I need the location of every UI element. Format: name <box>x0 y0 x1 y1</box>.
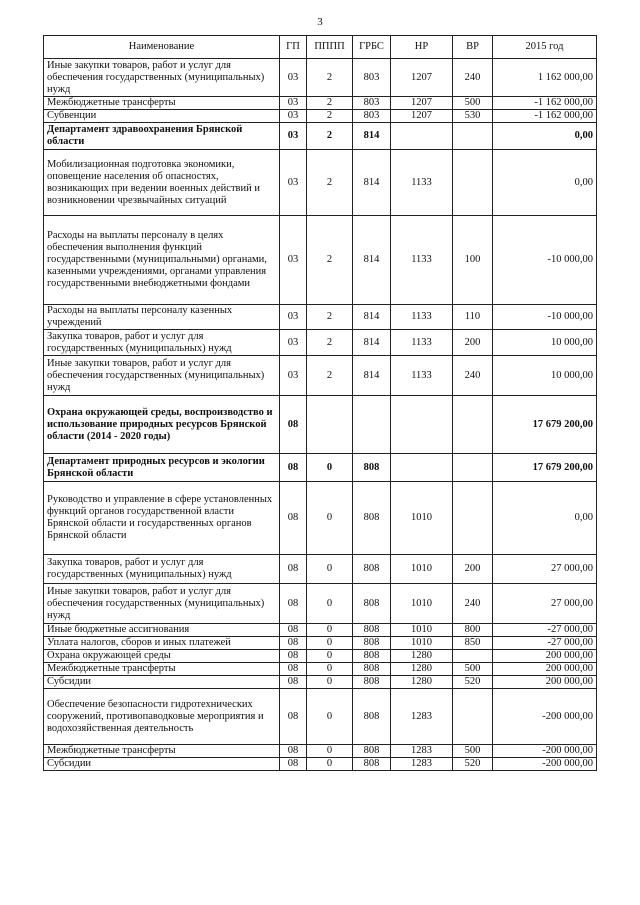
cell-vr <box>453 396 493 454</box>
cell-pppp: 2 <box>307 150 353 216</box>
cell-grbs: 808 <box>353 676 391 689</box>
cell-name: Департамент природных ресурсов и экологии Брянской области <box>44 454 280 482</box>
cell-nr: 1207 <box>391 59 453 97</box>
cell-gp: 03 <box>280 150 307 216</box>
cell-amount: -27 000,00 <box>493 637 597 650</box>
cell-gp: 08 <box>280 454 307 482</box>
cell-grbs: 814 <box>353 123 391 150</box>
cell-nr: 1280 <box>391 650 453 663</box>
cell-nr: 1207 <box>391 110 453 123</box>
cell-grbs: 808 <box>353 584 391 624</box>
table-row <box>44 123 597 150</box>
cell-gp: 03 <box>280 330 307 356</box>
cell-pppp <box>307 396 353 454</box>
cell-grbs: 808 <box>353 663 391 676</box>
cell-amount: -10 000,00 <box>493 305 597 330</box>
cell-name: Охрана окружающей среды <box>44 650 280 663</box>
cell-amount: 200 000,00 <box>493 663 597 676</box>
cell-grbs: 808 <box>353 650 391 663</box>
cell-vr: 240 <box>453 356 493 396</box>
cell-gp: 08 <box>280 555 307 584</box>
cell-amount: -10 000,00 <box>493 216 597 305</box>
header-gp: ГП <box>280 36 307 59</box>
cell-name: Субсидии <box>44 758 280 771</box>
table-row <box>44 396 597 454</box>
table-row <box>44 758 597 771</box>
cell-name: Закупка товаров, работ и услуг для государственных (муниципальных) нужд <box>44 555 280 584</box>
cell-amount: -200 000,00 <box>493 758 597 771</box>
cell-amount: 10 000,00 <box>493 356 597 396</box>
cell-pppp: 0 <box>307 482 353 555</box>
cell-name: Межбюджетные трансферты <box>44 663 280 676</box>
cell-gp: 03 <box>280 356 307 396</box>
table-row <box>44 110 597 123</box>
cell-vr <box>453 123 493 150</box>
cell-amount: -1 162 000,00 <box>493 97 597 110</box>
cell-amount: 200 000,00 <box>493 650 597 663</box>
table-row <box>44 676 597 689</box>
cell-pppp: 0 <box>307 676 353 689</box>
cell-gp: 08 <box>280 689 307 745</box>
cell-nr <box>391 454 453 482</box>
cell-grbs: 814 <box>353 330 391 356</box>
cell-vr: 850 <box>453 637 493 650</box>
table-row <box>44 59 597 97</box>
cell-vr <box>453 650 493 663</box>
cell-nr <box>391 396 453 454</box>
cell-amount: 10 000,00 <box>493 330 597 356</box>
header-pppp: ПППП <box>307 36 353 59</box>
cell-nr <box>391 123 453 150</box>
cell-amount: 17 679 200,00 <box>493 396 597 454</box>
cell-name: Иные бюджетные ассигнования <box>44 624 280 637</box>
cell-name: Иные закупки товаров, работ и услуг для обеспечения государственных (муниципальных) нужд <box>44 356 280 396</box>
cell-vr: 500 <box>453 663 493 676</box>
cell-gp: 03 <box>280 216 307 305</box>
cell-amount: 17 679 200,00 <box>493 454 597 482</box>
table-row <box>44 650 597 663</box>
cell-nr: 1133 <box>391 356 453 396</box>
cell-grbs: 803 <box>353 97 391 110</box>
cell-pppp: 0 <box>307 758 353 771</box>
cell-grbs: 808 <box>353 758 391 771</box>
cell-amount: 1 162 000,00 <box>493 59 597 97</box>
cell-vr: 100 <box>453 216 493 305</box>
cell-gp: 08 <box>280 396 307 454</box>
cell-nr: 1133 <box>391 305 453 330</box>
cell-pppp: 2 <box>307 59 353 97</box>
cell-vr: 520 <box>453 676 493 689</box>
cell-nr: 1010 <box>391 482 453 555</box>
cell-amount: 27 000,00 <box>493 555 597 584</box>
cell-grbs: 808 <box>353 745 391 758</box>
table-row <box>44 356 597 396</box>
cell-name: Закупка товаров, работ и услуг для государственных (муниципальных) нужд <box>44 330 280 356</box>
cell-nr: 1283 <box>391 689 453 745</box>
cell-pppp: 2 <box>307 305 353 330</box>
cell-pppp: 2 <box>307 97 353 110</box>
cell-grbs: 808 <box>353 482 391 555</box>
cell-vr: 800 <box>453 624 493 637</box>
cell-pppp: 0 <box>307 584 353 624</box>
budget-table <box>43 35 597 771</box>
cell-amount: 0,00 <box>493 150 597 216</box>
table-row <box>44 330 597 356</box>
table-row <box>44 745 597 758</box>
cell-vr: 240 <box>453 59 493 97</box>
cell-vr: 110 <box>453 305 493 330</box>
cell-pppp: 0 <box>307 637 353 650</box>
table-row <box>44 482 597 555</box>
cell-gp: 03 <box>280 305 307 330</box>
cell-pppp: 0 <box>307 745 353 758</box>
cell-vr <box>453 689 493 745</box>
cell-pppp: 2 <box>307 110 353 123</box>
cell-amount: 27 000,00 <box>493 584 597 624</box>
cell-nr: 1207 <box>391 97 453 110</box>
header-year: 2015 год <box>493 36 597 59</box>
cell-grbs <box>353 396 391 454</box>
cell-vr: 500 <box>453 745 493 758</box>
table-body <box>44 59 597 771</box>
cell-gp: 08 <box>280 676 307 689</box>
cell-name: Охрана окружающей среды, воспроизводство и использование природных ресурсов Брянской области (2014 - 2020 годы) <box>44 396 280 454</box>
cell-nr: 1010 <box>391 555 453 584</box>
cell-gp: 08 <box>280 650 307 663</box>
cell-pppp: 2 <box>307 123 353 150</box>
cell-name: Расходы на выплаты персоналу казенных учреждений <box>44 305 280 330</box>
cell-grbs: 803 <box>353 59 391 97</box>
cell-amount: 0,00 <box>493 123 597 150</box>
table-row <box>44 454 597 482</box>
cell-nr: 1133 <box>391 150 453 216</box>
cell-name: Уплата налогов, сборов и иных платежей <box>44 637 280 650</box>
cell-gp: 08 <box>280 758 307 771</box>
header-name: Наименование <box>44 36 280 59</box>
cell-name: Расходы на выплаты персоналу в целях обеспечения выполнения функций государственными (муниципальными) органами, казенными учреждениями, органами управления государственными внебюджетными фондами <box>44 216 280 305</box>
cell-vr: 200 <box>453 330 493 356</box>
cell-name: Иные закупки товаров, работ и услуг для обеспечения государственных (муниципальных) нужд <box>44 59 280 97</box>
cell-pppp: 0 <box>307 689 353 745</box>
cell-name: Обеспечение безопасности гидротехнических сооружений, противопаводковые мероприятия и водохозяйственная деятельность <box>44 689 280 745</box>
cell-pppp: 0 <box>307 454 353 482</box>
cell-amount: 0,00 <box>493 482 597 555</box>
cell-name: Руководство и управление в сфере установленных функций органов государственной власти Брянской области и государственных органов Брянской области <box>44 482 280 555</box>
cell-grbs: 814 <box>353 150 391 216</box>
cell-grbs: 803 <box>353 110 391 123</box>
table-row <box>44 305 597 330</box>
cell-nr: 1280 <box>391 676 453 689</box>
cell-name: Субвенции <box>44 110 280 123</box>
cell-amount: 200 000,00 <box>493 676 597 689</box>
cell-grbs: 808 <box>353 454 391 482</box>
cell-vr <box>453 482 493 555</box>
cell-gp: 08 <box>280 637 307 650</box>
cell-vr: 200 <box>453 555 493 584</box>
cell-vr: 500 <box>453 97 493 110</box>
cell-gp: 08 <box>280 482 307 555</box>
cell-pppp: 0 <box>307 624 353 637</box>
cell-gp: 03 <box>280 123 307 150</box>
cell-nr: 1010 <box>391 637 453 650</box>
page-number: 3 <box>317 16 323 28</box>
cell-grbs: 814 <box>353 305 391 330</box>
cell-gp: 08 <box>280 624 307 637</box>
cell-pppp: 2 <box>307 216 353 305</box>
table-row <box>44 624 597 637</box>
cell-pppp: 2 <box>307 356 353 396</box>
table-row <box>44 150 597 216</box>
cell-name: Субсидии <box>44 676 280 689</box>
cell-name: Межбюджетные трансферты <box>44 97 280 110</box>
cell-nr: 1133 <box>391 216 453 305</box>
cell-vr: 520 <box>453 758 493 771</box>
cell-gp: 03 <box>280 97 307 110</box>
cell-pppp: 2 <box>307 330 353 356</box>
cell-gp: 08 <box>280 584 307 624</box>
table-row <box>44 663 597 676</box>
header-grbs: ГРБС <box>353 36 391 59</box>
cell-grbs: 814 <box>353 216 391 305</box>
cell-gp: 08 <box>280 663 307 676</box>
cell-name: Мобилизационная подготовка экономики, оповещение населения об опасностях, возникающих при ведении военных действий и возникновении чрезвычайных ситуаций <box>44 150 280 216</box>
cell-pppp: 0 <box>307 650 353 663</box>
cell-nr: 1133 <box>391 330 453 356</box>
cell-name: Межбюджетные трансферты <box>44 745 280 758</box>
cell-amount: -1 162 000,00 <box>493 110 597 123</box>
cell-pppp: 0 <box>307 555 353 584</box>
cell-nr: 1283 <box>391 745 453 758</box>
table-row <box>44 584 597 624</box>
table-row <box>44 555 597 584</box>
cell-name: Иные закупки товаров, работ и услуг для обеспечения государственных (муниципальных) нужд <box>44 584 280 624</box>
table-row <box>44 97 597 110</box>
cell-vr: 530 <box>453 110 493 123</box>
header-vr: ВР <box>453 36 493 59</box>
cell-nr: 1010 <box>391 624 453 637</box>
cell-amount: -27 000,00 <box>493 624 597 637</box>
cell-grbs: 814 <box>353 356 391 396</box>
header-nr: НР <box>391 36 453 59</box>
cell-nr: 1280 <box>391 663 453 676</box>
cell-gp: 08 <box>280 745 307 758</box>
cell-amount: -200 000,00 <box>493 689 597 745</box>
cell-grbs: 808 <box>353 637 391 650</box>
cell-vr: 240 <box>453 584 493 624</box>
table-row <box>44 216 597 305</box>
table-header-row <box>44 36 597 59</box>
cell-gp: 03 <box>280 110 307 123</box>
cell-gp: 03 <box>280 59 307 97</box>
table-row <box>44 637 597 650</box>
cell-name: Департамент здравоохранения Брянской области <box>44 123 280 150</box>
cell-nr: 1283 <box>391 758 453 771</box>
cell-nr: 1010 <box>391 584 453 624</box>
cell-pppp: 0 <box>307 663 353 676</box>
cell-grbs: 808 <box>353 689 391 745</box>
cell-amount: -200 000,00 <box>493 745 597 758</box>
cell-grbs: 808 <box>353 555 391 584</box>
cell-vr <box>453 150 493 216</box>
table-row <box>44 689 597 745</box>
cell-grbs: 808 <box>353 624 391 637</box>
cell-vr <box>453 454 493 482</box>
